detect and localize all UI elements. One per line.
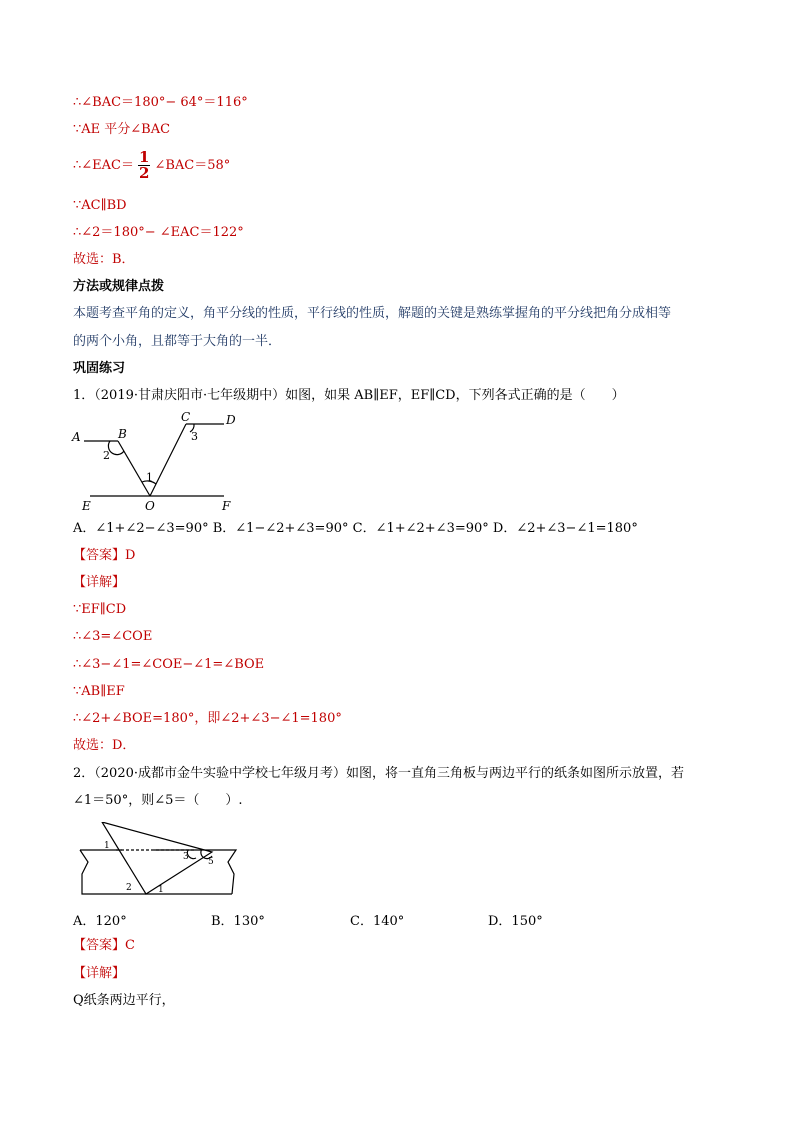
method-heading: 方法或规律点拨	[73, 279, 165, 294]
label-e: E	[82, 499, 91, 513]
label-f: F	[222, 499, 231, 513]
method-text-1: 本题考查平角的定义，角平分线的性质，平行线的性质，解题的关键是熟练掌握角的平分线把角分成相等	[73, 306, 672, 321]
label-angle-3: 3	[191, 430, 198, 443]
label-angle-1: 1	[146, 471, 153, 484]
label-angle-2: 2	[126, 883, 132, 893]
q2-step-1: Q纸条两边平行，	[73, 993, 175, 1008]
fraction	[138, 150, 150, 181]
solution-line-3-prefix: ∴∠EAC＝	[73, 158, 134, 173]
label-b: B	[118, 427, 127, 441]
line-oc	[150, 424, 186, 496]
solution-line-2: ∵AE 平分∠BAC	[73, 122, 171, 137]
label-d: D	[226, 413, 236, 427]
q1-answer: 【答案】D	[73, 548, 136, 563]
solution-line-1: ∴∠BAC＝180°− 64°＝116°	[73, 95, 248, 110]
q2-option-a: A．120°	[73, 914, 127, 929]
fraction-denominator: 2	[139, 164, 150, 182]
q1-step-1: ∵EF∥CD	[73, 602, 127, 617]
label-angle-5: 5	[208, 857, 214, 867]
q1-stem: 1．（2019·甘肃庆阳市·七年级期中）如图，如果 AB∥EF，EF∥CD，下列各式正确的是（ ）	[73, 388, 625, 403]
q1-detail-label: 【详解】	[73, 575, 126, 590]
solution-line-6: 故选：B．	[73, 252, 135, 267]
q2-answer: 【答案】C	[73, 938, 135, 953]
method-text-2: 的两个小角，且都等于大角的一半．	[73, 334, 282, 349]
solution-line-4: ∵AC∥BD	[73, 198, 127, 213]
q1-step-6: 故选：D．	[73, 738, 136, 753]
q2-detail-label: 【详解】	[73, 966, 126, 981]
q2-option-b: B．130°	[211, 914, 265, 929]
q1-options: A．∠1+∠2−∠3=90° B．∠1−∠2+∠3=90° C．∠1+∠2+∠3=90° D．∠2+∠3−∠1=180°	[73, 521, 638, 536]
q1-step-5: ∴∠2+∠BOE=180°，即∠2+∠3−∠1=180°	[73, 711, 342, 726]
label-angle-1-top: 1	[104, 841, 110, 851]
label-angle-1-bottom: 1	[158, 885, 164, 895]
q1-figure	[68, 410, 248, 516]
q2-stem-2: ∠1＝50°，则∠5＝（ ）.	[73, 793, 243, 808]
q2-stem-1: 2．（2020·成都市金牛实验中学校七年级月考）如图，将一直角三角板与两边平行的纸条如图所示放置，若	[73, 766, 684, 781]
solution-line-5: ∴∠2＝180°− ∠EAC＝122°	[73, 225, 244, 240]
q2-figure	[76, 822, 246, 900]
label-angle-2: 2	[103, 449, 110, 462]
q1-step-4: ∵AB∥EF	[73, 684, 125, 699]
label-o: O	[145, 499, 155, 513]
solution-line-3	[73, 150, 230, 181]
fraction-numerator: 1	[139, 148, 150, 166]
label-c: C	[181, 410, 191, 424]
strip-top-right	[154, 850, 236, 894]
practice-heading: 巩固练习	[73, 361, 126, 376]
q1-step-3: ∴∠3−∠1=∠COE−∠1=∠BOE	[73, 657, 265, 672]
q1-step-2: ∴∠3=∠COE	[73, 629, 153, 644]
label-a: A	[72, 430, 81, 444]
q2-option-d: D．150°	[488, 914, 543, 929]
solution-line-3-suffix: ∠BAC＝58°	[154, 158, 231, 173]
label-angle-3: 3	[183, 852, 189, 862]
q2-option-c: C．140°	[350, 914, 405, 929]
line-bo	[118, 441, 150, 496]
